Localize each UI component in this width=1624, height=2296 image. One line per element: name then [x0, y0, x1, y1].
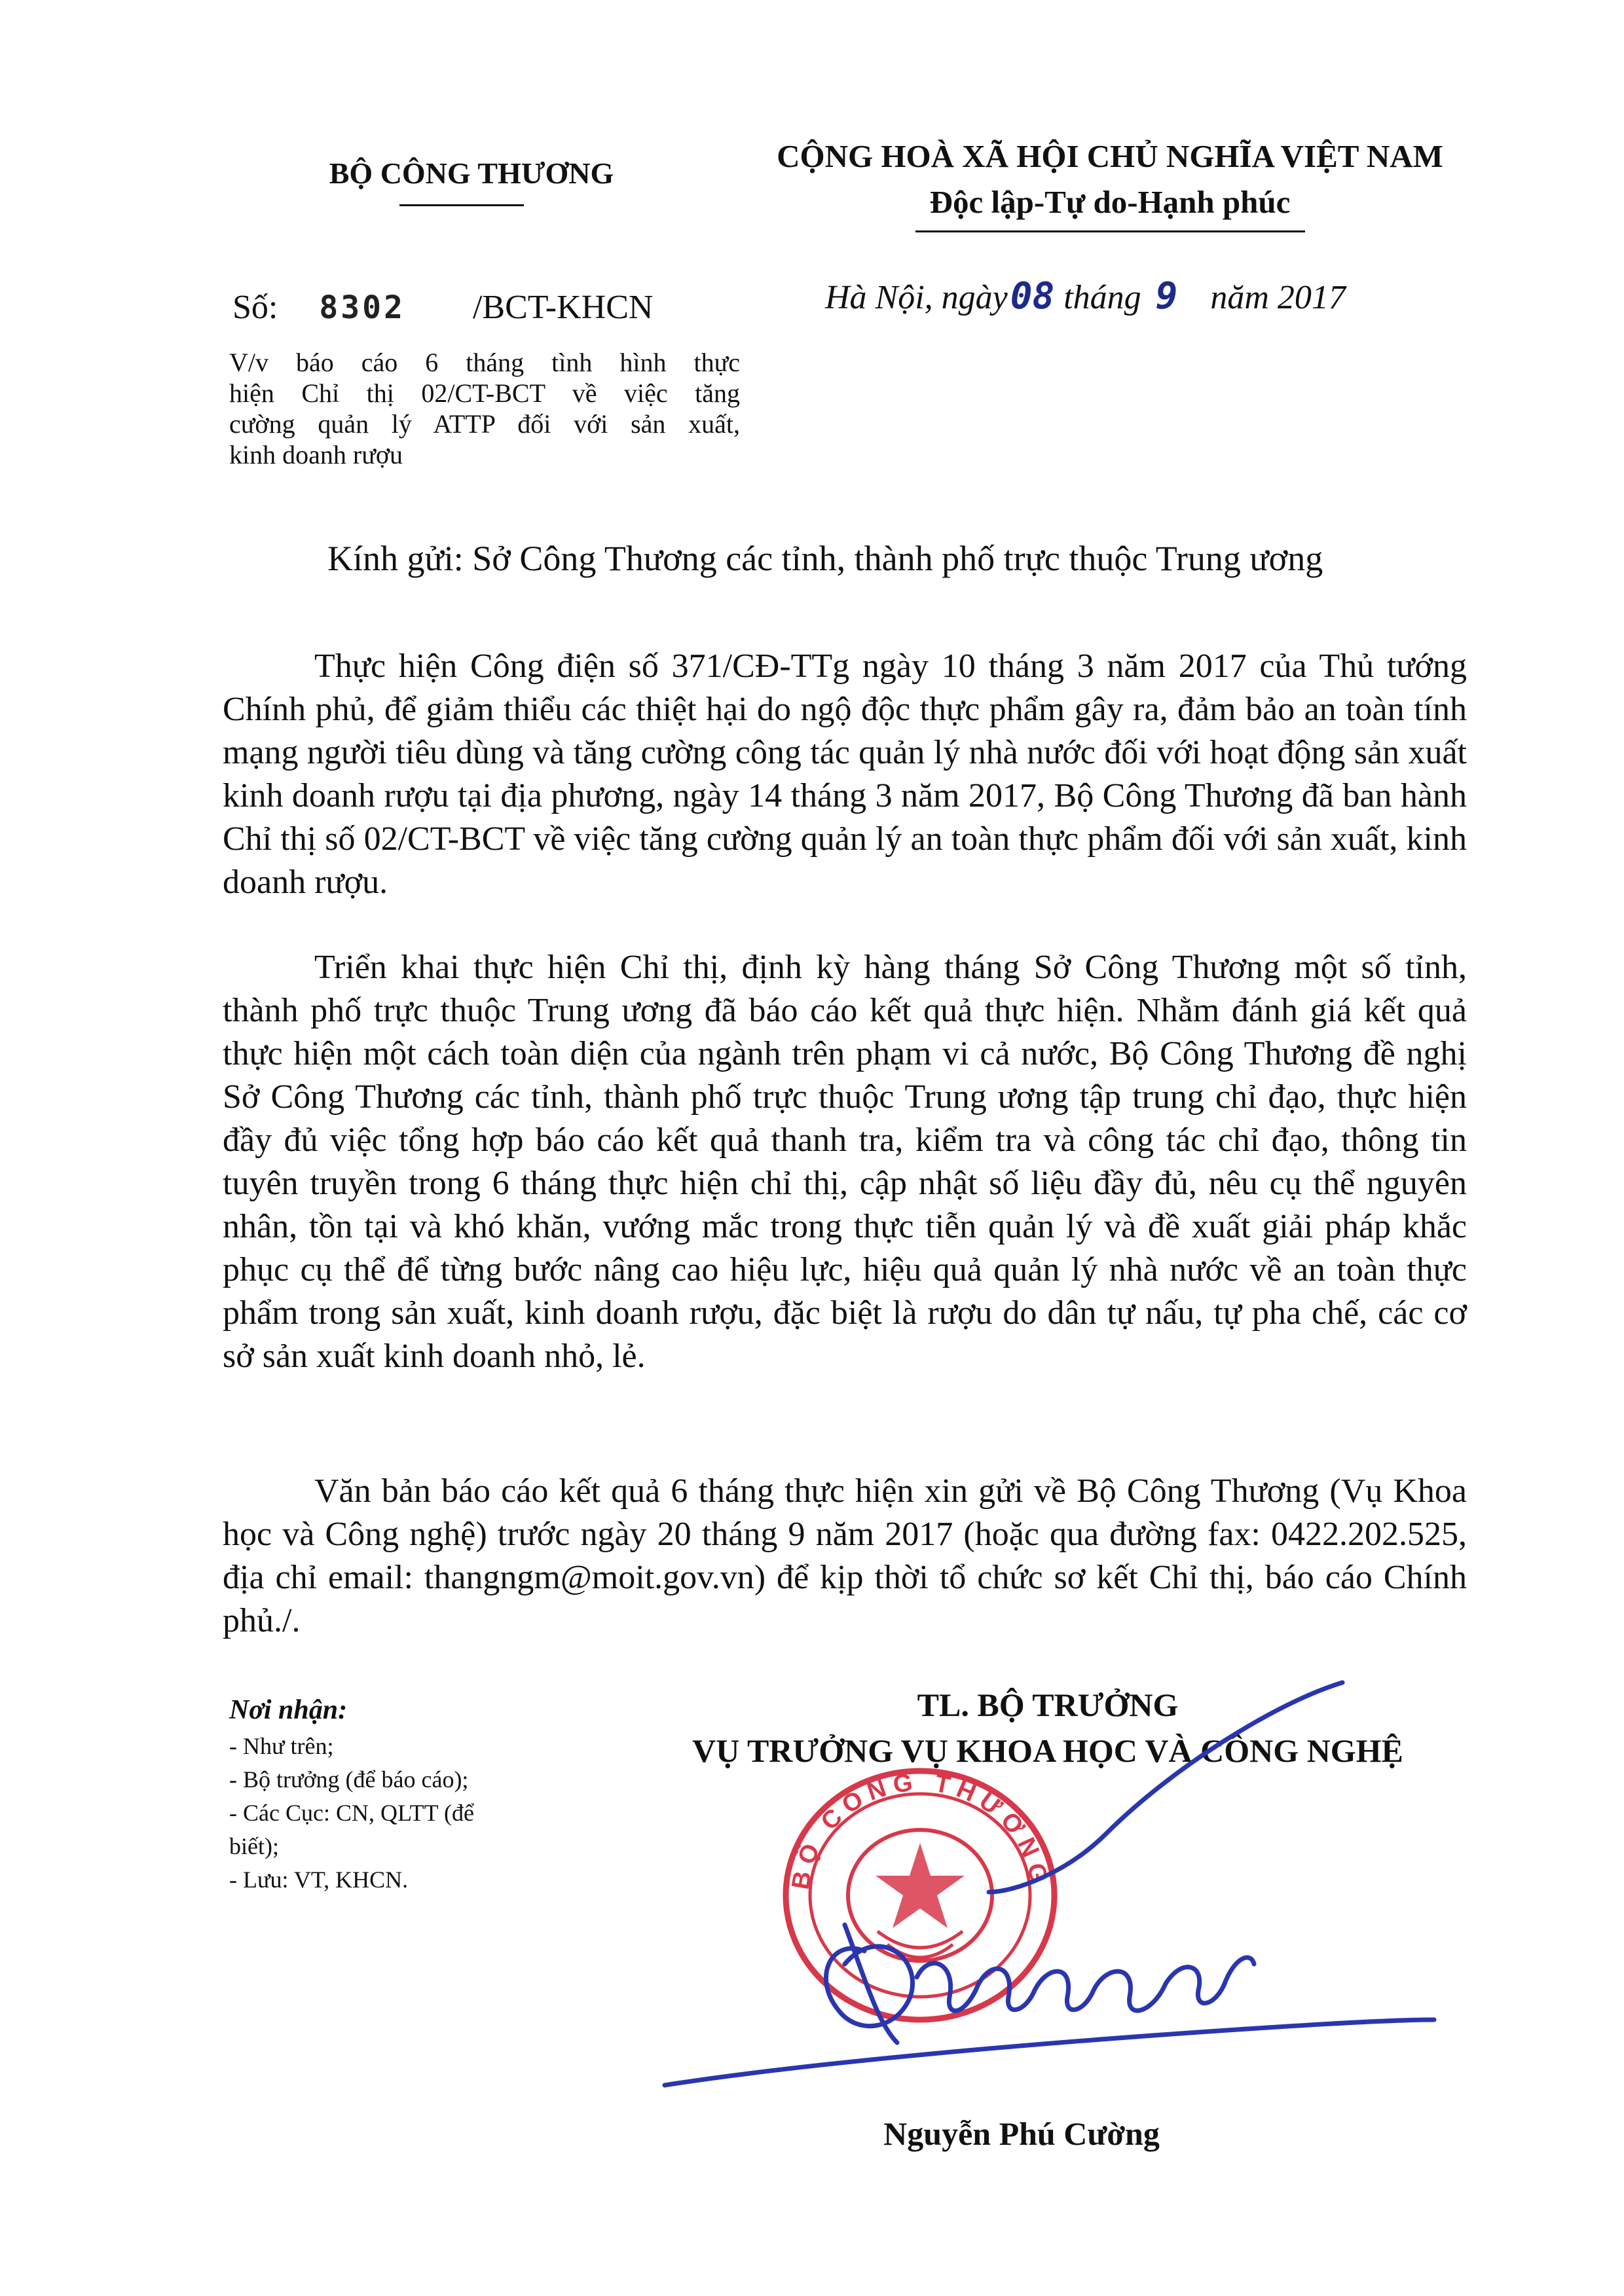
date-place: Hà Nội, ngày — [825, 279, 1008, 316]
body-paragraph-2: Triển khai thực hiện Chỉ thị, định kỳ hàng tháng Sở Công Thương một số tỉnh, thành phố trực thuộc Trung ương đã báo cáo kết quả thực hiện. Nhằm đánh giá kết quả thực hiện một cách toàn diện của ngành trên phạm vi cả nước, Bộ Công Thương đề nghị Sở Công Thương các tỉnh, thành phố trực thuộc Trung ương tập trung chỉ đạo, thực hiện đầy đủ việc tổng hợp báo cáo kết quả thanh tra, kiểm tra và công tác chỉ đạo, thông tin tuyên truyền trong 6 tháng thực hiện chỉ thị, cập nhật số liệu đầy đủ, nêu cụ thể nguyên nhân, tồn tại và khó khăn, vướng mắc trong thực tiễn quản lý và đề xuất giải pháp khắc phục cụ thể để từng bước nâng cao hiệu lực, hiệu quả quản lý nhà nước về an toàn thực phẩm trong sản xuất, kinh doanh rượu, đặc biệt là rượu do dân tự nấu, tự pha chế, các cơ sở sản xuất kinh doanh nhỏ, lẻ. — [223, 949, 1467, 1375]
country-name: CỘNG HOÀ XÃ HỘI CHỦ NGHĨA VIỆT NAM — [777, 138, 1443, 174]
recipient-item: - Như trên; — [229, 1733, 334, 1759]
handwritten-month: 9 — [1155, 275, 1178, 318]
addressee: Kính gửi: Sở Công Thương các tỉnh, thành phố trực thuộc Trung ương — [327, 539, 1323, 578]
subject-block — [229, 347, 740, 470]
month-label: tháng — [1063, 279, 1141, 316]
national-motto: Độc lập-Tự do-Hạnh phúc — [929, 184, 1291, 220]
motto-underline — [915, 230, 1305, 232]
agency-name: BỘ CÔNG THƯƠNG — [329, 156, 614, 190]
recipient-item: biết); — [229, 1833, 279, 1859]
subject-line: V/v báo cáo 6 tháng tình hình thực — [229, 348, 740, 377]
number-prefix: Số: — [232, 289, 278, 326]
agency-underline — [399, 204, 524, 206]
body-paragraph-1: Thực hiện Công điện số 371/CĐ-TTg ngày 10 tháng 3 năm 2017 của Thủ tướng Chính phủ, để giảm thiểu các thiệt hại do ngộ độc thực phẩm gây ra, đảm bảo an toàn tính mạng người tiêu dùng và tăng cường công tác quản lý nhà nước đối với hoạt động sản xuất kinh doanh rượu tại địa phương, ngày 14 tháng 3 năm 2017, Bộ Công Thương đã ban hành Chỉ thị số 02/CT-BCT về việc tăng cường quản lý an toàn thực phẩm đối với sản xuất, kinh doanh rượu. — [223, 647, 1467, 901]
recipient-item: - Các Cục: CN, QLTT (để — [229, 1800, 474, 1826]
subject-line: hiện Chỉ thị 02/CT-BCT về việc tăng — [229, 378, 740, 408]
signature-subtitle: VỤ TRƯỞNG VỤ KHOA HỌC VÀ CÔNG NGHỆ — [692, 1732, 1403, 1769]
recipient-item: - Bộ trưởng (để báo cáo); — [229, 1766, 469, 1793]
handwritten-signature — [648, 1676, 1454, 2102]
recipient-item: - Lưu: VT, KHCN. — [229, 1867, 409, 1893]
recipients-title: Nơi nhận: — [229, 1695, 348, 1725]
year-label: năm 2017 — [1210, 279, 1346, 316]
signatory-name: Nguyễn Phú Cường — [883, 2115, 1160, 2152]
document-number — [232, 288, 653, 327]
subject-line: kinh doanh rượu — [229, 440, 403, 469]
seal-text: BỘ CÔNG THƯƠNG — [786, 1768, 1054, 1892]
signature-title: TL. BỘ TRƯỞNG — [917, 1686, 1179, 1723]
subject-line: cường quản lý ATTP đối với sản xuất, — [229, 409, 740, 439]
number-suffix: /BCT-KHCN — [472, 289, 654, 326]
handwritten-number: 8302 — [319, 289, 405, 326]
body-paragraph-3: Văn bản báo cáo kết quả 6 tháng thực hiện xin gửi về Bộ Công Thương (Vụ Khoa học và Công nghệ) trước ngày 20 tháng 9 năm 2017 (hoặc qua đường fax: 0422.202.525, địa chỉ email: thangngm@moit.gov.vn) để kịp thời tổ chức sơ kết Chỉ thị, báo cáo Chính phủ./. — [223, 1472, 1467, 1639]
document-date — [825, 275, 1346, 318]
handwritten-day: 08 — [1010, 275, 1055, 318]
recipients-block — [229, 1694, 570, 1897]
